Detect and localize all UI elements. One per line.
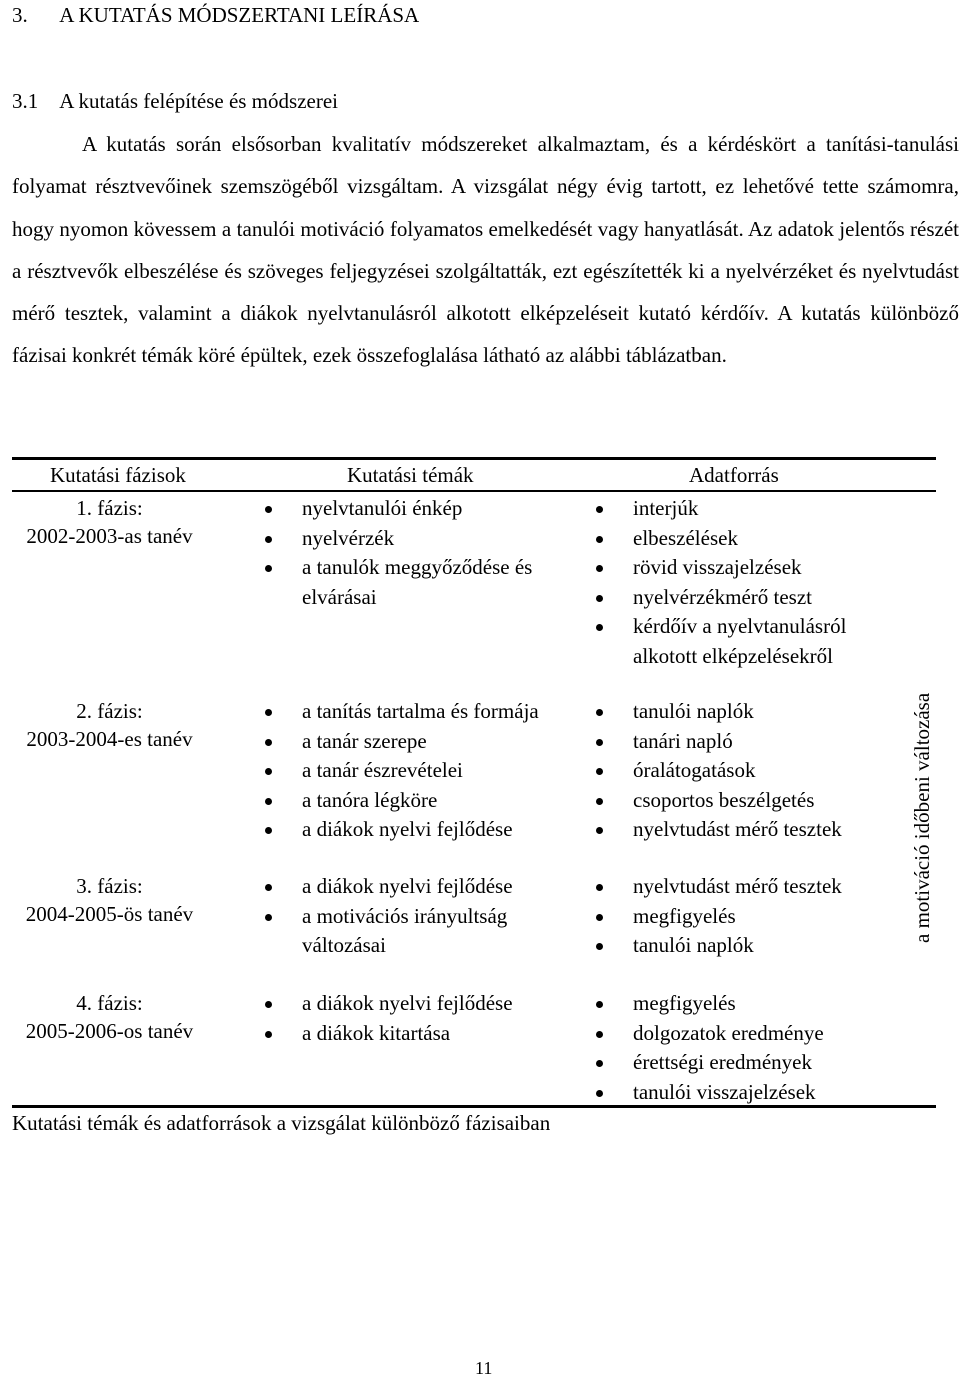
list-item: a diákok nyelvi fejlődése bbox=[265, 872, 562, 902]
list-item: dolgozatok eredménye bbox=[596, 1019, 824, 1049]
list-item: tanári napló bbox=[596, 727, 842, 757]
list-item: megfigyelés bbox=[596, 902, 842, 932]
list-item: tanulói visszajelzések bbox=[596, 1078, 824, 1108]
sources-list bbox=[596, 697, 842, 845]
list-item: nyelvérzék bbox=[265, 524, 577, 554]
header-sources: Adatforrás bbox=[689, 463, 779, 487]
bullet-icon bbox=[596, 768, 603, 775]
side-label: a motiváció időbeni változása bbox=[910, 692, 934, 943]
list-item: a tanulók meggyőződése és elvárásai bbox=[265, 553, 577, 612]
bullet-icon bbox=[596, 1060, 603, 1067]
table-header-rule bbox=[12, 490, 936, 492]
phase-year: 2002-2003-as tanév bbox=[26, 524, 193, 548]
list-item: a diákok kitartása bbox=[265, 1019, 513, 1049]
sources-list bbox=[596, 989, 824, 1107]
bullet-icon bbox=[265, 798, 272, 805]
section-heading: 3. A KUTATÁS MÓDSZERTANI LEÍRÁSA bbox=[12, 3, 420, 27]
body-paragraph: A kutatás során elsősorban kvalitatív módszereket alkalmaztam, és a kérdéskört a tanítási-tanulási folyamat résztvevőinek szemszögéből vizsgáltam. A vizsgálat négy évig tartott, ez lehetővé tette számomra, hogy nyomon kövessem a tanulói motiváció folyamatos emelkedését vagy hanyatlását. Az adatok jelentős részét a résztvevők elbeszélése és szöveges feljegyzései szolgáltatták, ezt egészítették ki a nyelvérzéket és nyelvtudást mérő tesztek, valamint a diákok nyelvtanulásról alkotott elképzeléseit kutató kérdőív. A kutatás különböző fázisai konkrét témák köré épültek, ezek összefoglalása látható az alábbi táblázatban. bbox=[12, 132, 959, 368]
bullet-icon bbox=[265, 1031, 272, 1038]
bullet-icon bbox=[596, 1001, 603, 1008]
list-item: a tanóra légköre bbox=[265, 786, 539, 816]
phase-year: 2003-2004-es tanév bbox=[26, 727, 193, 751]
bullet-icon bbox=[265, 768, 272, 775]
bullet-icon bbox=[596, 827, 603, 834]
list-item: a tanítás tartalma és formája bbox=[265, 697, 539, 727]
bullet-icon bbox=[265, 1001, 272, 1008]
list-item: a tanár szerepe bbox=[265, 727, 539, 757]
bullet-icon bbox=[596, 709, 603, 716]
list-item: a motivációs irányultság változásai bbox=[265, 902, 562, 961]
list-item: érettségi eredmények bbox=[596, 1048, 824, 1078]
bullet-icon bbox=[596, 1031, 603, 1038]
page-number: 11 bbox=[475, 1358, 493, 1378]
phase-label: 2. fázis: bbox=[76, 699, 143, 723]
table-caption: Kutatási témák és adatforrások a vizsgálat különböző fázisaiban bbox=[12, 1111, 551, 1135]
bullet-icon bbox=[265, 739, 272, 746]
phase-year: 2004-2005-ös tanév bbox=[25, 902, 194, 926]
bullet-icon bbox=[596, 884, 603, 891]
bullet-icon bbox=[596, 943, 603, 950]
phase-label: 1. fázis: bbox=[76, 496, 143, 520]
phase-label: 4. fázis: bbox=[76, 991, 143, 1015]
topics-list bbox=[265, 494, 577, 612]
bullet-icon bbox=[596, 565, 603, 572]
list-item: elbeszélések bbox=[596, 524, 893, 554]
bullet-icon bbox=[265, 565, 272, 572]
phase-label: 3. fázis: bbox=[76, 874, 143, 898]
bullet-icon bbox=[596, 798, 603, 805]
list-item: tanulói naplók bbox=[596, 931, 842, 961]
bullet-icon bbox=[265, 827, 272, 834]
bullet-icon bbox=[596, 506, 603, 513]
bullet-icon bbox=[596, 739, 603, 746]
bullet-icon bbox=[265, 914, 272, 921]
bullet-icon bbox=[596, 1090, 603, 1097]
side-label-container bbox=[907, 653, 937, 943]
subsection-heading: 3.1 A kutatás felépítése és módszerei bbox=[12, 89, 338, 113]
bullet-icon bbox=[596, 595, 603, 602]
list-item: a tanár észrevételei bbox=[265, 756, 539, 786]
bullet-icon bbox=[265, 536, 272, 543]
list-item: nyelvtanulói énkép bbox=[265, 494, 577, 524]
list-item: rövid visszajelzések bbox=[596, 553, 893, 583]
list-item: kérdőív a nyelvtanulásról alkotott elképzelésekről bbox=[596, 612, 893, 671]
bullet-icon bbox=[265, 506, 272, 513]
list-item: a diákok nyelvi fejlődése bbox=[265, 815, 539, 845]
bullet-icon bbox=[265, 884, 272, 891]
bullet-icon bbox=[596, 624, 603, 631]
list-item: a diákok nyelvi fejlődése bbox=[265, 989, 513, 1019]
list-item: megfigyelés bbox=[596, 989, 824, 1019]
bullet-icon bbox=[265, 709, 272, 716]
phase-year: 2005-2006-os tanév bbox=[25, 1019, 194, 1043]
list-item: interjúk bbox=[596, 494, 893, 524]
list-item: nyelvtudást mérő tesztek bbox=[596, 815, 842, 845]
list-item: tanulói naplók bbox=[596, 697, 842, 727]
list-item: óralátogatások bbox=[596, 756, 842, 786]
sources-list bbox=[596, 494, 893, 672]
sources-list bbox=[596, 872, 842, 961]
header-topics: Kutatási témák bbox=[347, 463, 474, 487]
topics-list bbox=[265, 989, 513, 1048]
header-phases: Kutatási fázisok bbox=[50, 463, 186, 487]
topics-list bbox=[265, 697, 539, 845]
bullet-icon bbox=[596, 914, 603, 921]
topics-list bbox=[265, 872, 562, 961]
list-item: nyelvérzékmérő teszt bbox=[596, 583, 893, 613]
list-item: nyelvtudást mérő tesztek bbox=[596, 872, 842, 902]
list-item: csoportos beszélgetés bbox=[596, 786, 842, 816]
bullet-icon bbox=[596, 536, 603, 543]
